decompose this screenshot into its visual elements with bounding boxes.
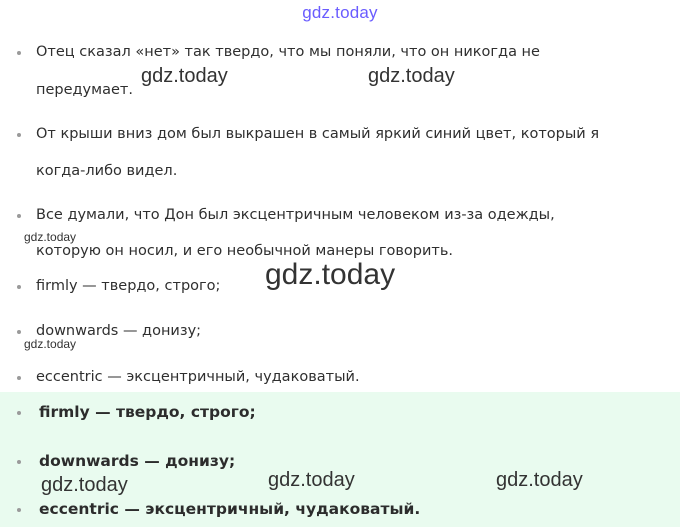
vocab-text: downwards — донизу; — [36, 323, 202, 339]
sentence-line: передумает. — [36, 82, 133, 98]
watermark: gdz.today — [368, 65, 455, 87]
bullet-icon — [17, 508, 21, 512]
vocab-text: eccentric — эксцентричный, чудаковатый. — [36, 369, 360, 385]
header-watermark: gdz.today — [302, 3, 378, 22]
watermark: gdz.today — [496, 469, 583, 491]
sentence-line: Все думали, что Дон был эксцентричным человеком из-за одежды, — [36, 207, 555, 223]
watermark: gdz.today — [24, 230, 77, 244]
bullet-icon — [17, 460, 21, 464]
bullet-icon — [17, 411, 21, 415]
watermark: gdz.today — [265, 258, 396, 291]
sentence-line: когда-либо видел. — [36, 163, 178, 179]
bullet-icon — [17, 51, 21, 55]
watermark: gdz.today — [41, 474, 128, 496]
watermark: gdz.today — [24, 337, 77, 351]
bullet-icon — [17, 285, 21, 289]
sentence-line: которую он носил, и его необычной манеры говорить. — [36, 243, 454, 259]
vocab-text: firmly — твердо, строго; — [36, 278, 221, 294]
vocab-text: firmly — твердо, строго; — [39, 403, 256, 421]
sentence-line: От крыши вниз дом был выкрашен в самый яркий синий цвет, который я — [36, 126, 600, 142]
vocab-text: downwards — донизу; — [39, 452, 236, 470]
bullet-icon — [17, 133, 21, 137]
vocab-item — [0, 365, 680, 389]
watermark: gdz.today — [141, 65, 228, 87]
vocab-item — [0, 319, 680, 343]
list-item — [0, 122, 680, 186]
vocab-text: eccentric — эксцентричный, чудаковатый. — [39, 500, 421, 518]
watermark: gdz.today — [268, 469, 355, 491]
bullet-icon — [17, 376, 21, 380]
highlighted-vocab-item — [0, 400, 680, 426]
highlighted-vocab-item — [0, 497, 680, 523]
bullet-icon — [17, 330, 21, 334]
list-item — [0, 203, 680, 263]
list-item — [0, 40, 680, 100]
sentence-line: Отец сказал «нет» так твердо, что мы поняли, что он никогда не — [36, 44, 540, 60]
bullet-icon — [17, 214, 21, 218]
